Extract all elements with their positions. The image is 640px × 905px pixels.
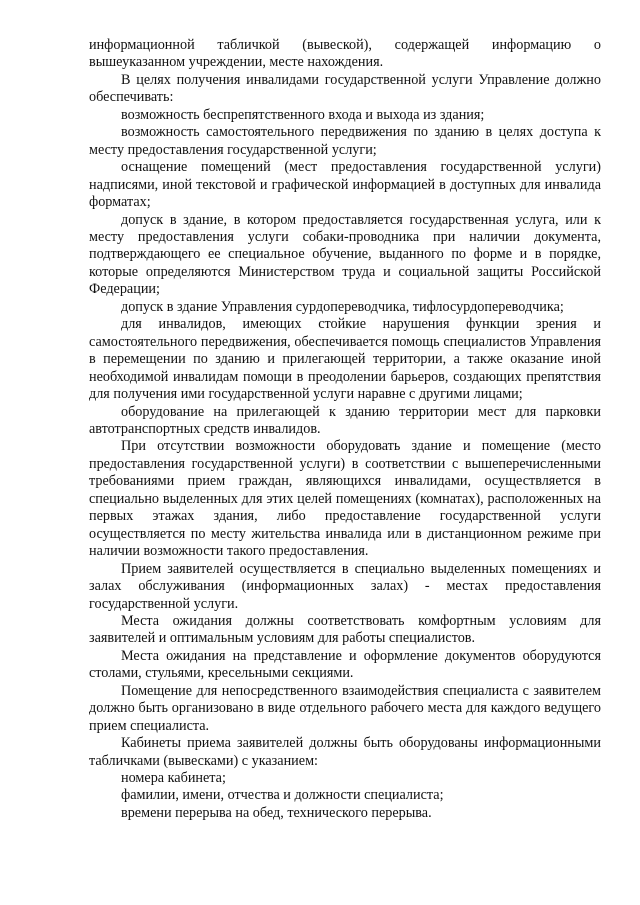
paragraph-alternative-premises: При отсутствии возможности оборудовать здание и помещение (место предоставления государственной услуги) в соответствии с вышеперечисленными требованиями прием граждан, являющихся инвалидами, осуществляется в специально выделенных для этих целей помещениях (комнатах), расположенных на первых этажах здания, либо предоставление государственной услуги осуществляется по месту жительства инвалида или в дистанционном режиме при наличии возможности такого предоставления. [89, 438, 601, 560]
paragraph-entry-exit: возможность беспрепятственного входа и выхода из здания; [121, 106, 485, 123]
paragraph-parking: оборудование на прилегающей к зданию территории мест для парковки автотранспортных средств инвалидов. [89, 403, 601, 437]
paragraph-assistance: для инвалидов, имеющих стойкие нарушения функции зрения и самостоятельного передвижения, обеспечивается помощь специалистов Управления в перемещении по зданию и прилегающей территории, а также оказание иной необходимой инвалидам помощи в преодолении барьеров, создающих препятствия для получения ими государственной услуги наравне с другими лицами; [89, 316, 601, 403]
paragraph-signboard-continuation: информационной табличкой (вывеской), содержащей информацию о вышеуказанном учреждении, месте нахождения. [89, 37, 601, 71]
paragraph-waiting-furniture: Места ожидания на представление и оформление документов оборудуются столами, стульями, кресельными секциями. [89, 647, 601, 682]
document-page [89, 37, 601, 822]
paragraph-specialist-name: фамилии, имени, отчества и должности специалиста; [121, 787, 444, 804]
paragraph-sign-interpreter: допуск в здание Управления сурдопереводчика, тифлосурдопереводчика; [121, 298, 564, 315]
paragraph-independent-movement: возможность самостоятельного передвижения по зданию в целях доступа к месту предоставления государственной услуги; [89, 124, 601, 158]
paragraph-reception-halls: Прием заявителей осуществляется в специально выделенных помещениях и залах обслуживания (информационных залах) - местах предоставления государственной услуги. [89, 560, 601, 612]
paragraph-office-number: номера кабинета; [121, 770, 226, 787]
paragraph-waiting-comfort: Места ожидания должны соответствовать комфортным условиям для заявителей и оптимальным условиям для работы специалистов. [89, 612, 601, 647]
paragraph-workplace: Помещение для непосредственного взаимодействия специалиста с заявителем должно быть организовано в виде отдельного рабочего места для каждого ведущего прием специалиста. [89, 682, 601, 734]
paragraph-break-time: времени перерыва на обед, технического перерыва. [121, 804, 432, 821]
paragraph-signage-formats: оснащение помещений (мест предоставления государственной услуги) надписями, иной текстовой и графической информацией в доступных для инвалида форматах; [89, 159, 601, 211]
paragraph-accessibility-intro: В целях получения инвалидами государственной услуги Управление должно обеспечивать: [89, 71, 601, 106]
paragraph-office-signs: Кабинеты приема заявителей должны быть оборудованы информационными табличками (вывесками) с указанием: [89, 735, 601, 769]
paragraph-guide-dog: допуск в здание, в котором предоставляется государственная услуга, или к месту предоставления услуги собаки-проводника при наличии документа, подтверждающего ее специальное обучение, выданного по форме и в порядке, которые определяются Министерством труда и социальной защиты Российской Федерации; [89, 211, 601, 298]
